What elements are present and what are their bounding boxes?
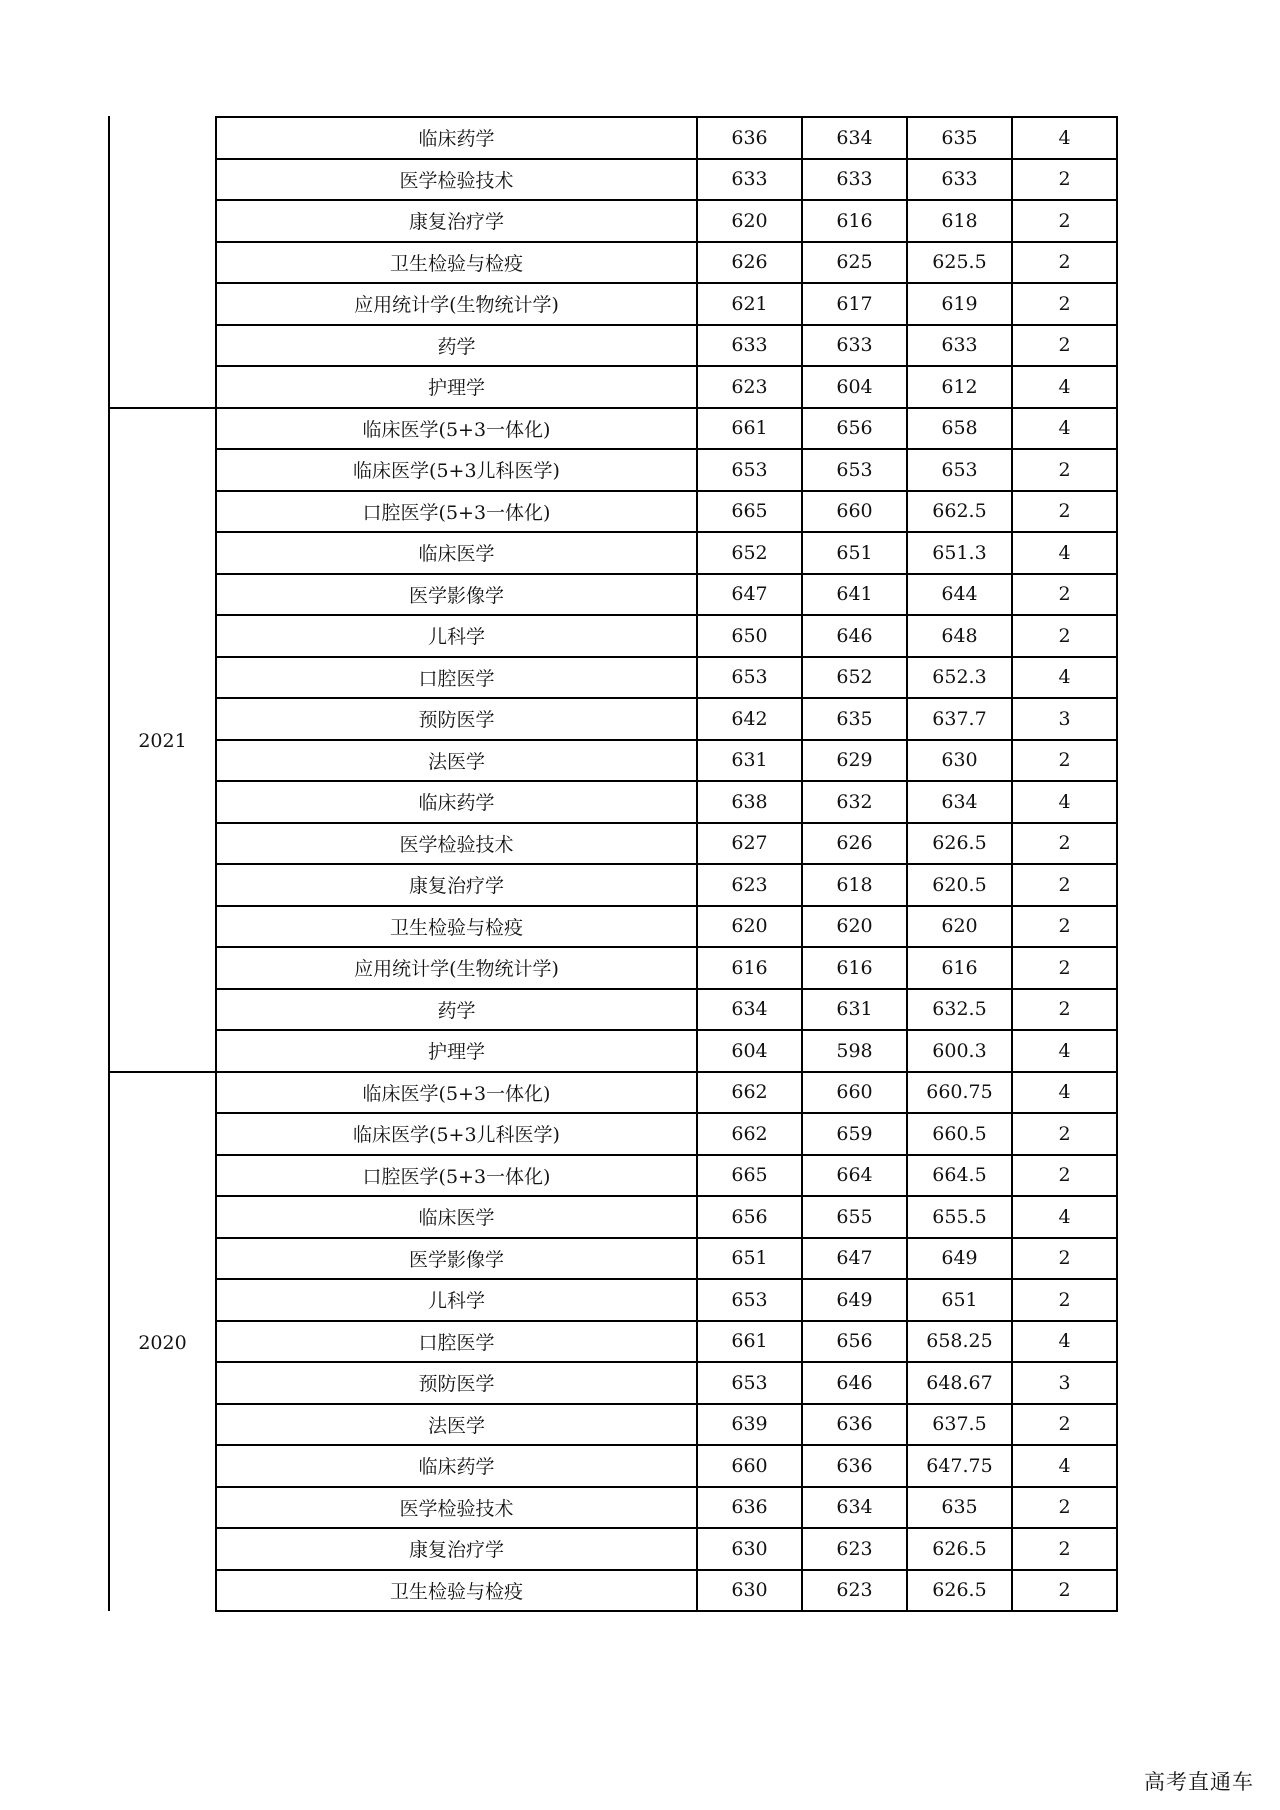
table-row: [216, 1321, 1117, 1363]
min-score-cell: 631: [802, 989, 907, 1031]
years-cell: 4: [1012, 117, 1117, 159]
major-cell: 临床医学: [216, 1196, 697, 1238]
min-score-cell: 636: [802, 1404, 907, 1446]
year-label: 2020: [138, 1332, 187, 1354]
years-cell: 2: [1012, 1113, 1117, 1155]
avg-score-cell: 653: [907, 449, 1012, 491]
table-row: [216, 574, 1117, 616]
avg-score-cell: 644: [907, 574, 1012, 616]
table-row: [216, 1487, 1117, 1529]
min-score-cell: 656: [802, 1321, 907, 1363]
max-score-cell: 650: [697, 615, 802, 657]
avg-score-cell: 652.3: [907, 657, 1012, 699]
years-cell: 2: [1012, 1279, 1117, 1321]
table-row: [216, 1238, 1117, 1280]
table-row: [216, 1362, 1117, 1404]
years-cell: 2: [1012, 1155, 1117, 1197]
avg-score-cell: 635: [907, 117, 1012, 159]
max-score-cell: 653: [697, 1362, 802, 1404]
min-score-cell: 633: [802, 325, 907, 367]
table-row: [216, 532, 1117, 574]
max-score-cell: 630: [697, 1528, 802, 1570]
min-score-cell: 646: [802, 1362, 907, 1404]
major-cell: 卫生检验与检疫: [216, 906, 697, 948]
major-cell: 护理学: [216, 366, 697, 408]
max-score-cell: 616: [697, 947, 802, 989]
watermark-text: 高考直通车: [1144, 1770, 1254, 1794]
table-row: [216, 823, 1117, 865]
major-cell: 临床药学: [216, 117, 697, 159]
max-score-cell: 638: [697, 781, 802, 823]
max-score-cell: 662: [697, 1113, 802, 1155]
years-cell: 2: [1012, 864, 1117, 906]
table-row: [216, 200, 1117, 242]
max-score-cell: 623: [697, 864, 802, 906]
avg-score-cell: 600.3: [907, 1030, 1012, 1072]
table-row: [216, 242, 1117, 284]
table-row: [216, 1155, 1117, 1197]
years-cell: 4: [1012, 408, 1117, 450]
max-score-cell: 662: [697, 1072, 802, 1114]
major-cell: 医学影像学: [216, 1238, 697, 1280]
table-row: [216, 906, 1117, 948]
max-score-cell: 626: [697, 242, 802, 284]
max-score-cell: 647: [697, 574, 802, 616]
year-cell: [108, 1071, 215, 1611]
year-cell: [108, 116, 215, 407]
avg-score-cell: 630: [907, 740, 1012, 782]
max-score-cell: 665: [697, 491, 802, 533]
years-cell: 2: [1012, 574, 1117, 616]
table-row: [216, 117, 1117, 159]
avg-score-cell: 649: [907, 1238, 1012, 1280]
min-score-cell: 649: [802, 1279, 907, 1321]
avg-score-cell: 637.7: [907, 698, 1012, 740]
max-score-cell: 633: [697, 159, 802, 201]
years-cell: 2: [1012, 242, 1117, 284]
avg-score-cell: 648: [907, 615, 1012, 657]
table-row: [216, 408, 1117, 450]
major-cell: 应用统计学(生物统计学): [216, 947, 697, 989]
major-cell: 临床医学(5+3一体化): [216, 408, 697, 450]
years-cell: 2: [1012, 200, 1117, 242]
max-score-cell: 634: [697, 989, 802, 1031]
table-row: [216, 1279, 1117, 1321]
years-cell: 2: [1012, 159, 1117, 201]
min-score-cell: 629: [802, 740, 907, 782]
min-score-cell: 616: [802, 947, 907, 989]
years-cell: 2: [1012, 823, 1117, 865]
major-cell: 医学影像学: [216, 574, 697, 616]
years-cell: 3: [1012, 1362, 1117, 1404]
major-cell: 康复治疗学: [216, 864, 697, 906]
min-score-cell: 626: [802, 823, 907, 865]
max-score-cell: 665: [697, 1155, 802, 1197]
max-score-cell: 653: [697, 657, 802, 699]
major-cell: 临床医学(5+3儿科医学): [216, 1113, 697, 1155]
table-row: [216, 657, 1117, 699]
avg-score-cell: 647.75: [907, 1445, 1012, 1487]
min-score-cell: 636: [802, 1445, 907, 1487]
years-cell: 2: [1012, 1528, 1117, 1570]
avg-score-cell: 664.5: [907, 1155, 1012, 1197]
min-score-cell: 660: [802, 1072, 907, 1114]
min-score-cell: 660: [802, 491, 907, 533]
years-cell: 4: [1012, 1445, 1117, 1487]
avg-score-cell: 620: [907, 906, 1012, 948]
avg-score-cell: 620.5: [907, 864, 1012, 906]
years-cell: 3: [1012, 698, 1117, 740]
years-cell: 4: [1012, 1030, 1117, 1072]
years-cell: 2: [1012, 740, 1117, 782]
max-score-cell: 623: [697, 366, 802, 408]
min-score-cell: 620: [802, 906, 907, 948]
min-score-cell: 651: [802, 532, 907, 574]
major-cell: 口腔医学: [216, 657, 697, 699]
avg-score-cell: 658.25: [907, 1321, 1012, 1363]
min-score-cell: 625: [802, 242, 907, 284]
major-cell: 口腔医学(5+3一体化): [216, 491, 697, 533]
years-cell: 4: [1012, 366, 1117, 408]
min-score-cell: 616: [802, 200, 907, 242]
min-score-cell: 646: [802, 615, 907, 657]
major-cell: 临床医学(5+3一体化): [216, 1072, 697, 1114]
major-cell: 儿科学: [216, 615, 697, 657]
major-cell: 药学: [216, 989, 697, 1031]
table-row: [216, 366, 1117, 408]
table-row: [216, 615, 1117, 657]
avg-score-cell: 633: [907, 325, 1012, 367]
score-table: [215, 116, 1118, 1612]
years-cell: 2: [1012, 947, 1117, 989]
major-cell: 口腔医学(5+3一体化): [216, 1155, 697, 1197]
max-score-cell: 651: [697, 1238, 802, 1280]
major-cell: 康复治疗学: [216, 1528, 697, 1570]
min-score-cell: 653: [802, 449, 907, 491]
avg-score-cell: 618: [907, 200, 1012, 242]
table-row: [216, 1570, 1117, 1612]
min-score-cell: 647: [802, 1238, 907, 1280]
avg-score-cell: 655.5: [907, 1196, 1012, 1238]
table-row: [216, 1030, 1117, 1072]
max-score-cell: 656: [697, 1196, 802, 1238]
years-cell: 4: [1012, 657, 1117, 699]
major-cell: 儿科学: [216, 1279, 697, 1321]
min-score-cell: 632: [802, 781, 907, 823]
max-score-cell: 631: [697, 740, 802, 782]
avg-score-cell: 632.5: [907, 989, 1012, 1031]
years-cell: 2: [1012, 1404, 1117, 1446]
table-row: [216, 1404, 1117, 1446]
years-cell: 4: [1012, 1196, 1117, 1238]
table-row: [216, 1113, 1117, 1155]
avg-score-cell: 651: [907, 1279, 1012, 1321]
major-cell: 临床医学: [216, 532, 697, 574]
years-cell: 2: [1012, 325, 1117, 367]
avg-score-cell: 658: [907, 408, 1012, 450]
years-cell: 2: [1012, 1487, 1117, 1529]
major-cell: 卫生检验与检疫: [216, 1570, 697, 1612]
years-cell: 2: [1012, 1570, 1117, 1612]
max-score-cell: 653: [697, 1279, 802, 1321]
years-cell: 2: [1012, 491, 1117, 533]
avg-score-cell: 626.5: [907, 1528, 1012, 1570]
major-cell: 法医学: [216, 1404, 697, 1446]
major-cell: 医学检验技术: [216, 823, 697, 865]
score-table-body: [216, 117, 1117, 1611]
table-row: [216, 449, 1117, 491]
table-row: [216, 159, 1117, 201]
avg-score-cell: 612: [907, 366, 1012, 408]
table-row: [216, 947, 1117, 989]
min-score-cell: 655: [802, 1196, 907, 1238]
years-cell: 2: [1012, 449, 1117, 491]
avg-score-cell: 637.5: [907, 1404, 1012, 1446]
year-label: 2021: [138, 730, 187, 752]
years-cell: 4: [1012, 1321, 1117, 1363]
max-score-cell: 661: [697, 408, 802, 450]
years-cell: 2: [1012, 906, 1117, 948]
max-score-cell: 639: [697, 1404, 802, 1446]
max-score-cell: 636: [697, 117, 802, 159]
major-cell: 应用统计学(生物统计学): [216, 283, 697, 325]
table-row: [216, 283, 1117, 325]
min-score-cell: 652: [802, 657, 907, 699]
major-cell: 预防医学: [216, 1362, 697, 1404]
major-cell: 卫生检验与检疫: [216, 242, 697, 284]
avg-score-cell: 662.5: [907, 491, 1012, 533]
major-cell: 法医学: [216, 740, 697, 782]
table-row: [216, 698, 1117, 740]
avg-score-cell: 660.5: [907, 1113, 1012, 1155]
max-score-cell: 630: [697, 1570, 802, 1612]
min-score-cell: 635: [802, 698, 907, 740]
max-score-cell: 642: [697, 698, 802, 740]
min-score-cell: 634: [802, 117, 907, 159]
avg-score-cell: 616: [907, 947, 1012, 989]
major-cell: 预防医学: [216, 698, 697, 740]
major-cell: 药学: [216, 325, 697, 367]
years-cell: 2: [1012, 989, 1117, 1031]
year-cell: [108, 407, 215, 1071]
table-row: [216, 1196, 1117, 1238]
avg-score-cell: 648.67: [907, 1362, 1012, 1404]
major-cell: 临床药学: [216, 781, 697, 823]
years-cell: 4: [1012, 1072, 1117, 1114]
major-cell: 临床医学(5+3儿科医学): [216, 449, 697, 491]
years-cell: 2: [1012, 615, 1117, 657]
major-cell: 康复治疗学: [216, 200, 697, 242]
min-score-cell: 604: [802, 366, 907, 408]
max-score-cell: 636: [697, 1487, 802, 1529]
min-score-cell: 617: [802, 283, 907, 325]
min-score-cell: 659: [802, 1113, 907, 1155]
max-score-cell: 627: [697, 823, 802, 865]
table-row: [216, 325, 1117, 367]
major-cell: 医学检验技术: [216, 159, 697, 201]
min-score-cell: 598: [802, 1030, 907, 1072]
min-score-cell: 633: [802, 159, 907, 201]
table-row: [216, 491, 1117, 533]
max-score-cell: 621: [697, 283, 802, 325]
avg-score-cell: 619: [907, 283, 1012, 325]
table-row: [216, 740, 1117, 782]
table-row: [216, 1445, 1117, 1487]
max-score-cell: 661: [697, 1321, 802, 1363]
avg-score-cell: 634: [907, 781, 1012, 823]
avg-score-cell: 626.5: [907, 1570, 1012, 1612]
avg-score-cell: 635: [907, 1487, 1012, 1529]
avg-score-cell: 626.5: [907, 823, 1012, 865]
min-score-cell: 623: [802, 1570, 907, 1612]
table-row: [216, 864, 1117, 906]
table-row: [216, 1072, 1117, 1114]
major-cell: 护理学: [216, 1030, 697, 1072]
years-cell: 2: [1012, 283, 1117, 325]
table-row: [216, 989, 1117, 1031]
major-cell: 口腔医学: [216, 1321, 697, 1363]
major-cell: 医学检验技术: [216, 1487, 697, 1529]
avg-score-cell: 633: [907, 159, 1012, 201]
table-row: [216, 781, 1117, 823]
avg-score-cell: 651.3: [907, 532, 1012, 574]
years-cell: 2: [1012, 1238, 1117, 1280]
avg-score-cell: 660.75: [907, 1072, 1012, 1114]
max-score-cell: 604: [697, 1030, 802, 1072]
min-score-cell: 664: [802, 1155, 907, 1197]
min-score-cell: 641: [802, 574, 907, 616]
max-score-cell: 660: [697, 1445, 802, 1487]
max-score-cell: 633: [697, 325, 802, 367]
major-cell: 临床药学: [216, 1445, 697, 1487]
avg-score-cell: 625.5: [907, 242, 1012, 284]
table-row: [216, 1528, 1117, 1570]
min-score-cell: 618: [802, 864, 907, 906]
max-score-cell: 652: [697, 532, 802, 574]
min-score-cell: 634: [802, 1487, 907, 1529]
max-score-cell: 653: [697, 449, 802, 491]
max-score-cell: 620: [697, 200, 802, 242]
min-score-cell: 623: [802, 1528, 907, 1570]
min-score-cell: 656: [802, 408, 907, 450]
years-cell: 4: [1012, 532, 1117, 574]
max-score-cell: 620: [697, 906, 802, 948]
years-cell: 4: [1012, 781, 1117, 823]
